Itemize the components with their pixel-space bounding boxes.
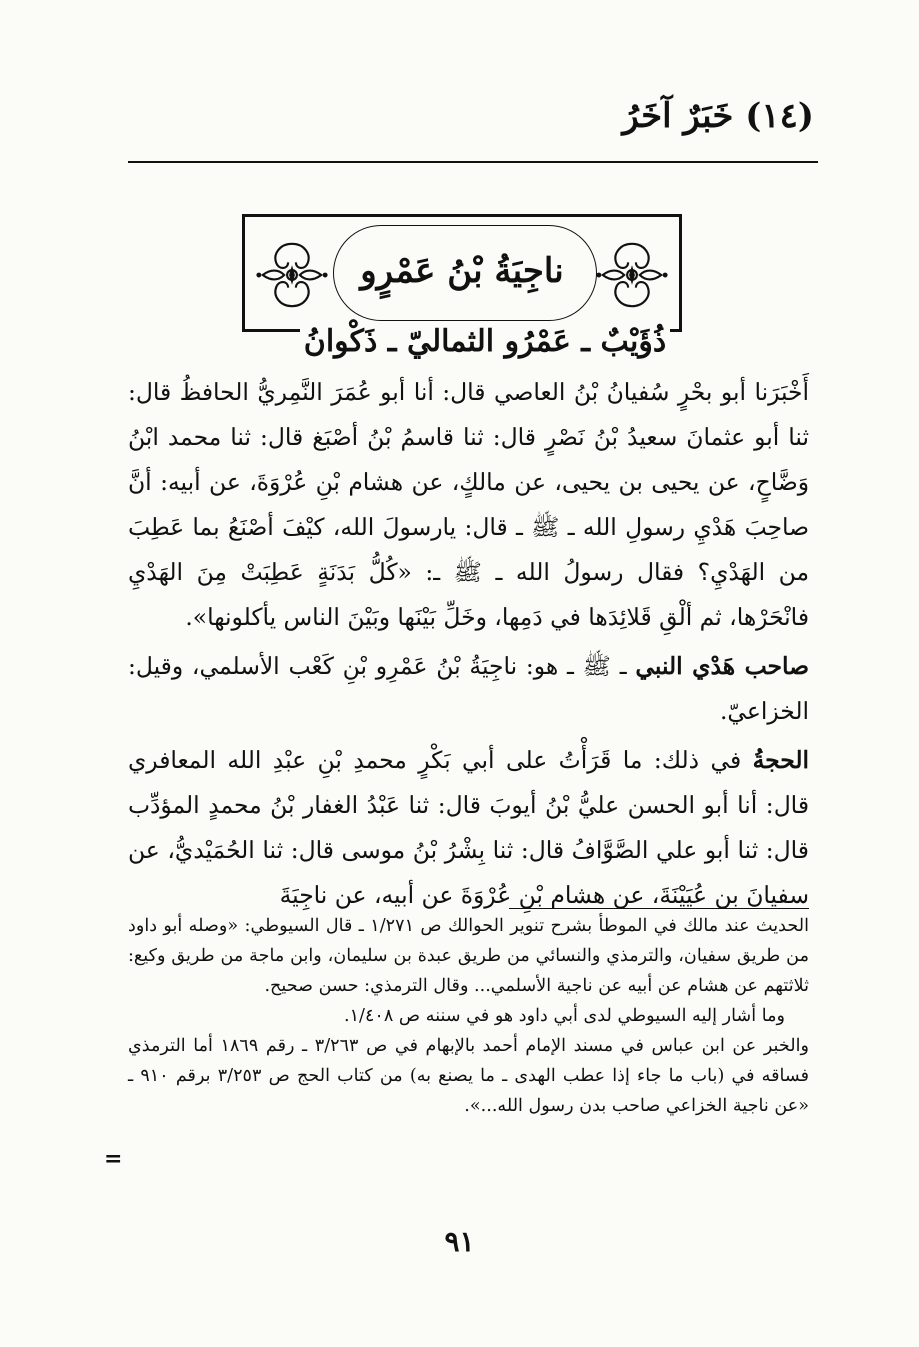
page-number: ٩١ bbox=[444, 1225, 475, 1258]
chapter-title: (١٤) خَبَرٌ آخَرُ bbox=[622, 96, 814, 136]
paragraph-lead: صاحب هَدْي النبي bbox=[635, 652, 809, 680]
footnote-2: وما أشار إليه السيوطي لدى أبي داود هو في سننه ص ١/٤٠٨. bbox=[344, 1006, 785, 1026]
companion-paragraph bbox=[128, 644, 809, 734]
footnote-1: الحديث عند مالك في الموطأ بشرح تنوير الحوالك ص ١/٢٧١ ـ قال السيوطي: «وصله أبو داود من طريق سفيان، والترمذي والنسائي من طريق عبدة بن سليمان، وابن ماجة من طريق وكيع: ثلاثتهم عن هشام عن أبيه عن ناجية الأسلمي... وقال الترمذي: حسن صحيح. bbox=[128, 916, 809, 996]
paragraph-lead: الحجةُ bbox=[752, 746, 809, 774]
title-cartouche bbox=[242, 214, 682, 332]
biography-name: ناجِيَةُ بْنُ عَمْرٍو bbox=[360, 251, 564, 291]
paragraph-text: في ذلك: ما قَرَأْتُ على أبي بَكْرٍ محمدِ بْنِ عبْدِ الله المعافري قال: أنا أبو الحسن عليُّ بْنُ أيوبَ قال: ثنا عَبْدُ الغفار بْنُ محمدٍ المؤدِّب قال: ثنا أبو علي الصَّوَّافُ قال: ثنا بِشْرُ بْنُ موسى قال: ثنا الحُمَيْديُّ، عن سفيانَ بن عُيَيْنَةَ، عن هشام بْنِ عُرْوَةَ عن أبيه، عن ناجِيَةَ bbox=[128, 746, 809, 909]
continuation-mark: = bbox=[104, 1146, 123, 1172]
arabesque-ornament-icon bbox=[593, 236, 671, 314]
footnotes bbox=[128, 911, 809, 1121]
main-text bbox=[128, 370, 809, 918]
subtitle-names: ذُؤَيْبٌ ـ عَمْرُو الثماليّ ـ ذَكْوانُ bbox=[300, 324, 670, 359]
footnote-rule bbox=[509, 908, 809, 909]
footnote-3: والخبر عن ابن عباس في مسند الإمام أحمد بالإبهام في ص ٣/٢٦٣ ـ رقم ١٨٦٩ أما الترمذي فساقه في (باب ما جاء إذا عطب الهدى ـ ما يصنع به) من كتاب الحج ص ٣/٢٥٣ برقم ٩١٠ ـ «عن ناجية الخزاعي صاحب بدن رسول الله...». bbox=[128, 1036, 809, 1116]
proof-paragraph bbox=[128, 738, 809, 918]
header-rule bbox=[128, 161, 818, 163]
paragraph-text: ـ ﷺ ـ هو: ناجِيَةُ بْنُ عَمْرِو بْنِ كَعْب الأسلمي، وقيل: الخزاعيّ. bbox=[128, 652, 809, 725]
hadith-paragraph: أَخْبَرَنا أبو بحْرٍ سُفيانُ بْنُ العاصي قال: أنا أبو عُمَرَ النَّمِريُّ الحافظُ قال: ثنا أبو عثمانَ سعيدُ بْنُ نَصْرٍ قال: ثنا قاسمُ بْنُ أصْبَغ قال: ثنا محمد ابْنُ وَضَّاحٍ، عن يحيى بن يحيى، عن مالكٍ، عن هشام بْنِ عُرْوَةَ، عن أبيه: أنَّ صاحِبَ هَدْيِ رسولِ الله ـ ﷺ ـ قال: يارسولَ الله، كيْفَ أصْنَعُ بما عَطِبَ من الهَدْيِ؟ فقال رسولُ الله ـ ﷺ ـ: «كُلُّ بَدَنَةٍ عَطِبَتْ مِنَ الهَدْيِ فانْحَرْها، ثم ألْقِ قَلائِدَها في دَمِها، وخَلِّ بَيْنَها وبَيْنَ الناس يأكلونها». bbox=[128, 378, 809, 631]
